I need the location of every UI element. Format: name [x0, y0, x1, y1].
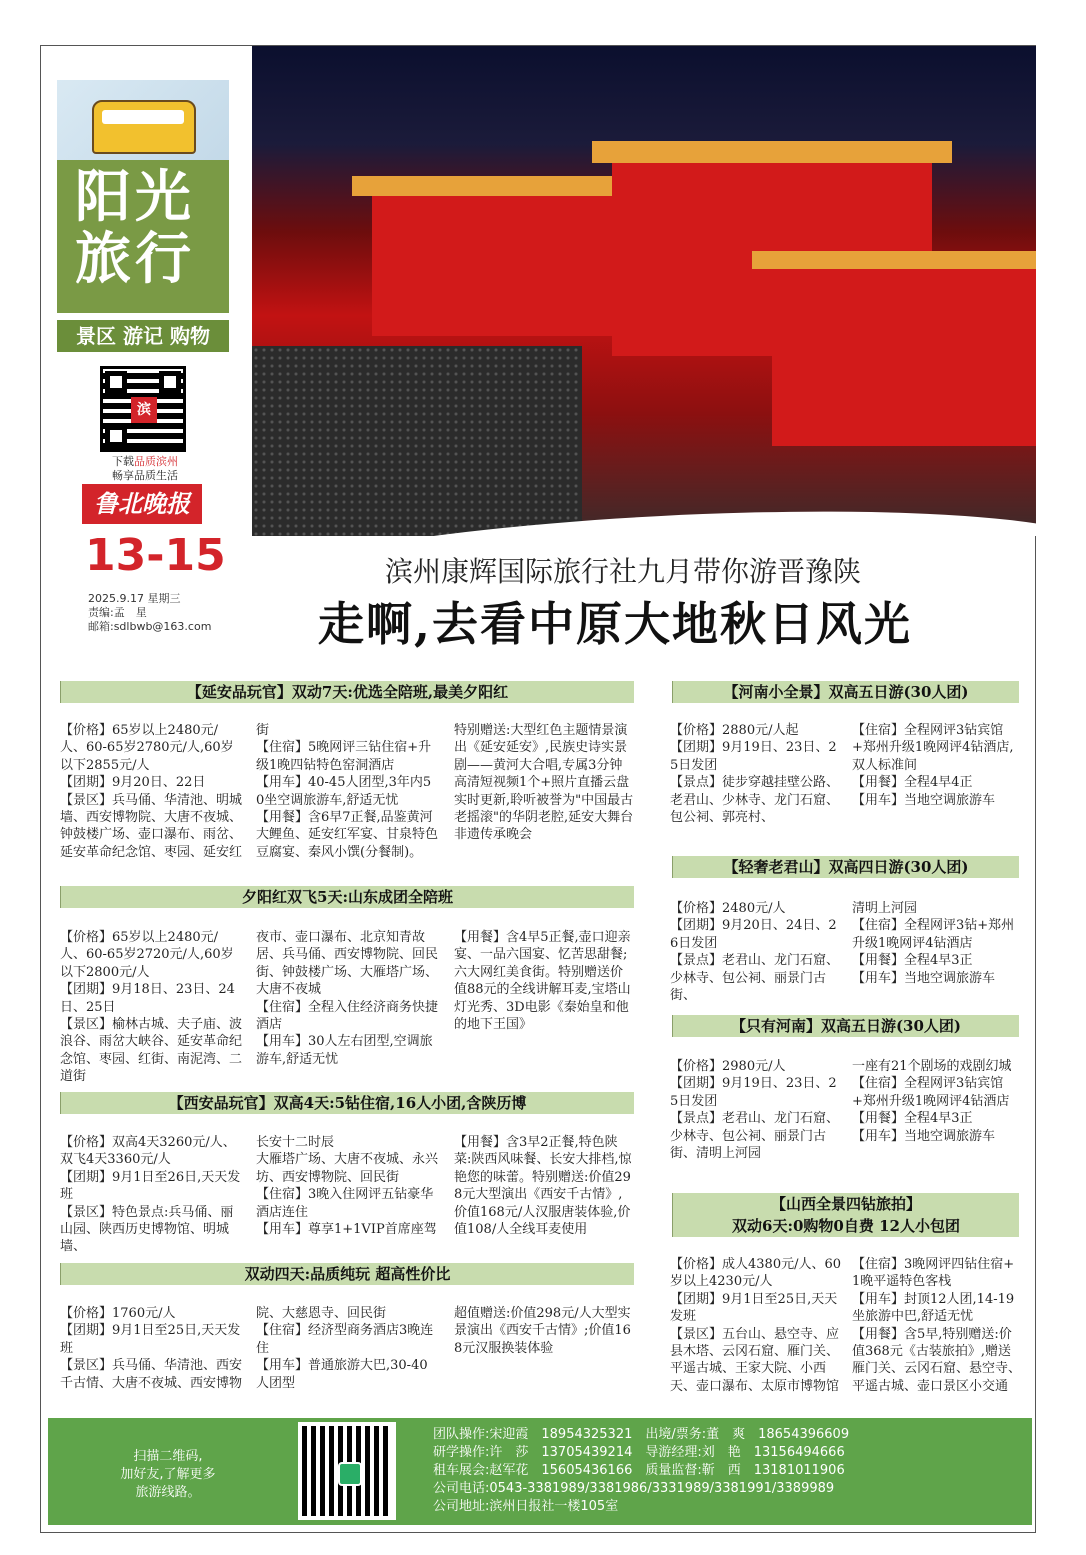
section-title: 【延安品玩官】双动7天:优选全陪班,最美夕阳红: [60, 681, 634, 703]
section-column: 街 【住宿】5晚网评三钻住宿+升级1晚四钻特色窑洞酒店 【用车】40-45人团型,3年内50坐空调旅游车,舒适无忧 【用餐】含6早7正餐,品鉴黄河大鲤鱼、延安红军宴、甘泉特色豆腐宴、秦风小馔(分餐制)。: [256, 723, 439, 860]
contact-line: 团队操作:宋迎霞 18954325321 出境/票务:董 爽 18654396609: [433, 1427, 850, 1442]
contact-line: 研学操作:许 莎 13705439214 导游经理:刘 艳 13156494666: [433, 1445, 845, 1460]
section-column: 【住宿】3晚网评四钻住宿+1晚平遥特色客栈 【用车】封顶12人团,14-19坐旅游中巴,舒适无忧 【用餐】含5早,特别赠送:价值368元《古装旅拍》,赠送雁门关、云冈石窟、悬空寺、平遥古城、壶口景区小交通: [852, 1257, 1022, 1394]
hero-photo: [252, 46, 1036, 536]
scan-instructions: 扫描二维码, 加好友,了解更多 旅游线路。: [120, 1449, 216, 1500]
bus-icon: [92, 100, 196, 154]
section-column: 【用餐】含4早5正餐,壶口迎亲宴、一品六国宴、忆苦思甜餐;六大网红美食街。特别赠送价值88元的全线讲解耳麦,宝塔山灯光秀、3D电影《秦始皇和他的地下王国》: [454, 930, 631, 1033]
section-column: 超值赠送:价值298元/人大型实景演出《西安千古情》;价值168元汉服换装体验: [454, 1306, 631, 1356]
wechat-icon: [338, 1462, 362, 1486]
section-column: 【用餐】含3早2正餐,特色陕菜:陕西风味餐、长安大排档,惊艳您的味蕾。特别赠送:价值298元大型演出《西安千古情》,价值168元/人汉服唐装体验,价值108/人全线耳麦使用: [454, 1135, 632, 1238]
qr-caption-line2: 畅享品质生活: [112, 469, 178, 482]
section-column: 【价格】2480元/人 【团期】9月20日、24日、26日发团 【景点】老君山、龙门石窟、少林寺、包公祠、丽景门古街、: [670, 901, 840, 1004]
contact-footer: [48, 1418, 1032, 1525]
qr-finder: [105, 371, 127, 393]
contact-line: 公司地址:滨州日报社一楼105室: [433, 1499, 619, 1514]
section-title-block: [672, 1193, 1019, 1237]
section-column: 【价格】2880元/人起 【团期】9月19日、23日、25日发团 【景点】徒步穿越挂壁公路、老君山、少林寺、龙门石窟、包公祠、郭亮村、: [670, 723, 840, 826]
issue-meta: [88, 592, 211, 634]
section-column: 长安十二时辰 大雁塔广场、大唐不夜城、永兴坊、西安博物院、回民街 【住宿】3晚入住网评五钻豪华酒店连住 【用车】尊享1+1VIP首席座驾: [256, 1135, 439, 1238]
editor: 责编:孟 星: [88, 606, 147, 619]
qr-finder: [105, 425, 127, 447]
section-title: 【西安品玩官】双高4天:5钻住宿,16人小团,含陕历博: [60, 1092, 634, 1114]
section-column: 一座有21个剧场的戏剧幻城 【住宿】全程网评3钻宾馆+郑州升级1晚网评4钻酒店 【用餐】全程4早3正 【用车】当地空调旅游车: [852, 1059, 1012, 1144]
masthead-title-line1: 阳光: [75, 165, 195, 230]
qr-center-logo: 滨: [131, 397, 157, 423]
masthead-title-line2: 旅行: [75, 227, 195, 292]
contact-line: 公司电话:0543-3381989/3381986/3331989/3381991/3389989: [433, 1481, 835, 1496]
qr-caption-prefix: 下载: [112, 455, 134, 468]
section-tags: 景区 游记 购物: [57, 320, 229, 352]
email: 邮箱:sdlbwb@163.com: [88, 620, 212, 633]
section-column: 【价格】65岁以上2480元/人、60-65岁2720元/人,60岁以下2800元/人 【团期】9月18日、23日、24日、25日 【景区】榆林古城、夫子庙、波浪谷、雨岔大峡谷、延安革命纪念馆、枣园、红街、南泥湾、二道街: [60, 930, 243, 1085]
section-column: 特别赠送:大型红色主题情景演出《延安延安》,民族史诗实景剧——黄河大合唱,专属3分钟高清短视频1个+照片直播云盘实时更新,聆听被誉为"中国最古老摇滚"的华阴老腔,延安大舞台 非遗传承晚会: [454, 723, 634, 843]
qr-caption: [95, 455, 195, 483]
section-column: 【价格】双高4天3260元/人、双飞4天3360元/人 【团期】9月1日至26日,天天发班 【景区】特色景点:兵马俑、丽山园、陕西历史博物馆、明城墙、: [60, 1135, 241, 1255]
section-column: 夜市、壶口瀑布、北京知青故居、兵马俑、西安博物院、回民街、钟鼓楼广场、大雁塔广场、大唐不夜城 【住宿】全程入住经济商务快捷酒店 【用车】30人左右团型,空调旅游车,舒适无忧: [256, 930, 439, 1067]
newspaper-logo: 鲁北晚报: [82, 484, 202, 524]
section-title: 【轻奢老君山】双高四日游(30人团): [672, 856, 1019, 878]
contact-line: 租车展会:赵军花 15605436166 质量监督:靳 西 13181011906: [433, 1463, 845, 1478]
qr-finder: [159, 371, 181, 393]
section-title: 【河南小全景】双高五日游(30人团): [672, 681, 1019, 703]
section-column: 【价格】65岁以上2480元/人、60-65岁2780元/人,60岁以下2855元/人 【团期】9月20日、22日 【景区】兵马俑、华清池、明城墙、西安博物院、大唐不夜城、钟鼓楼广场、壶口瀑布、雨岔、延安革命纪念馆、枣园、延安红: [60, 723, 243, 860]
section-column: 【价格】成人4380元/人、60岁以上4230元/人 【团期】9月1日至25日,天天发班 【景区】五台山、悬空寺、应县木塔、云冈石窟、雁门关、平遥古城、王家大院、小西天、壶口瀑布、太原市博物馆: [670, 1257, 842, 1394]
article-headline: 走啊,去看中原大地秋日风光: [318, 597, 913, 651]
contact-info: [433, 1426, 849, 1516]
section-column: 清明上河园 【住宿】全程网评3钻+郑州升级1晚网评4钻酒店 【用餐】全程4早3正 【用车】当地空调旅游车: [852, 901, 1015, 986]
section-column: 【价格】1760元/人 【团期】9月1日至25日,天天发班 【景区】兵马俑、华清池、西安千古情、大唐不夜城、西安博物: [60, 1306, 243, 1391]
app-qr-code: [100, 366, 186, 452]
masthead: [57, 80, 229, 313]
page-range: 13-15: [85, 530, 226, 581]
section-column: 【价格】2980元/人 【团期】9月19日、23日、25日发团 【景点】老君山、龙门石窟、少林寺、包公祠、丽景门古街、清明上河园: [670, 1059, 840, 1162]
section-title: 夕阳红双飞5天:山东成团全陪班: [60, 886, 634, 908]
qr-caption-highlight: 品质滨州: [134, 455, 178, 468]
section-title: 【只有河南】双高五日游(30人团): [672, 1015, 1019, 1037]
section-title-line2: 双动6天:0购物0自费 12人小包团: [732, 1217, 960, 1235]
article-subtitle: 滨州康辉国际旅行社九月带你游晋豫陕: [385, 555, 862, 588]
section-column: 【住宿】全程网评3钻宾馆+郑州升级1晚网评4钻酒店,双人标准间 【用餐】全程4早4正 【用车】当地空调旅游车: [852, 723, 1014, 808]
wechat-qr-code: [298, 1422, 396, 1520]
section-title: 【山西全景四钻旅拍】: [770, 1195, 921, 1213]
section-title: 双动四天:品质纯玩 超高性价比: [60, 1263, 634, 1285]
section-column: 院、大慈恩寺、回民街 【住宿】经济型商务酒店3晚连住 【用车】普通旅游大巴,30-40人团型: [256, 1306, 434, 1391]
issue-date: 2025.9.17 星期三: [88, 592, 181, 605]
